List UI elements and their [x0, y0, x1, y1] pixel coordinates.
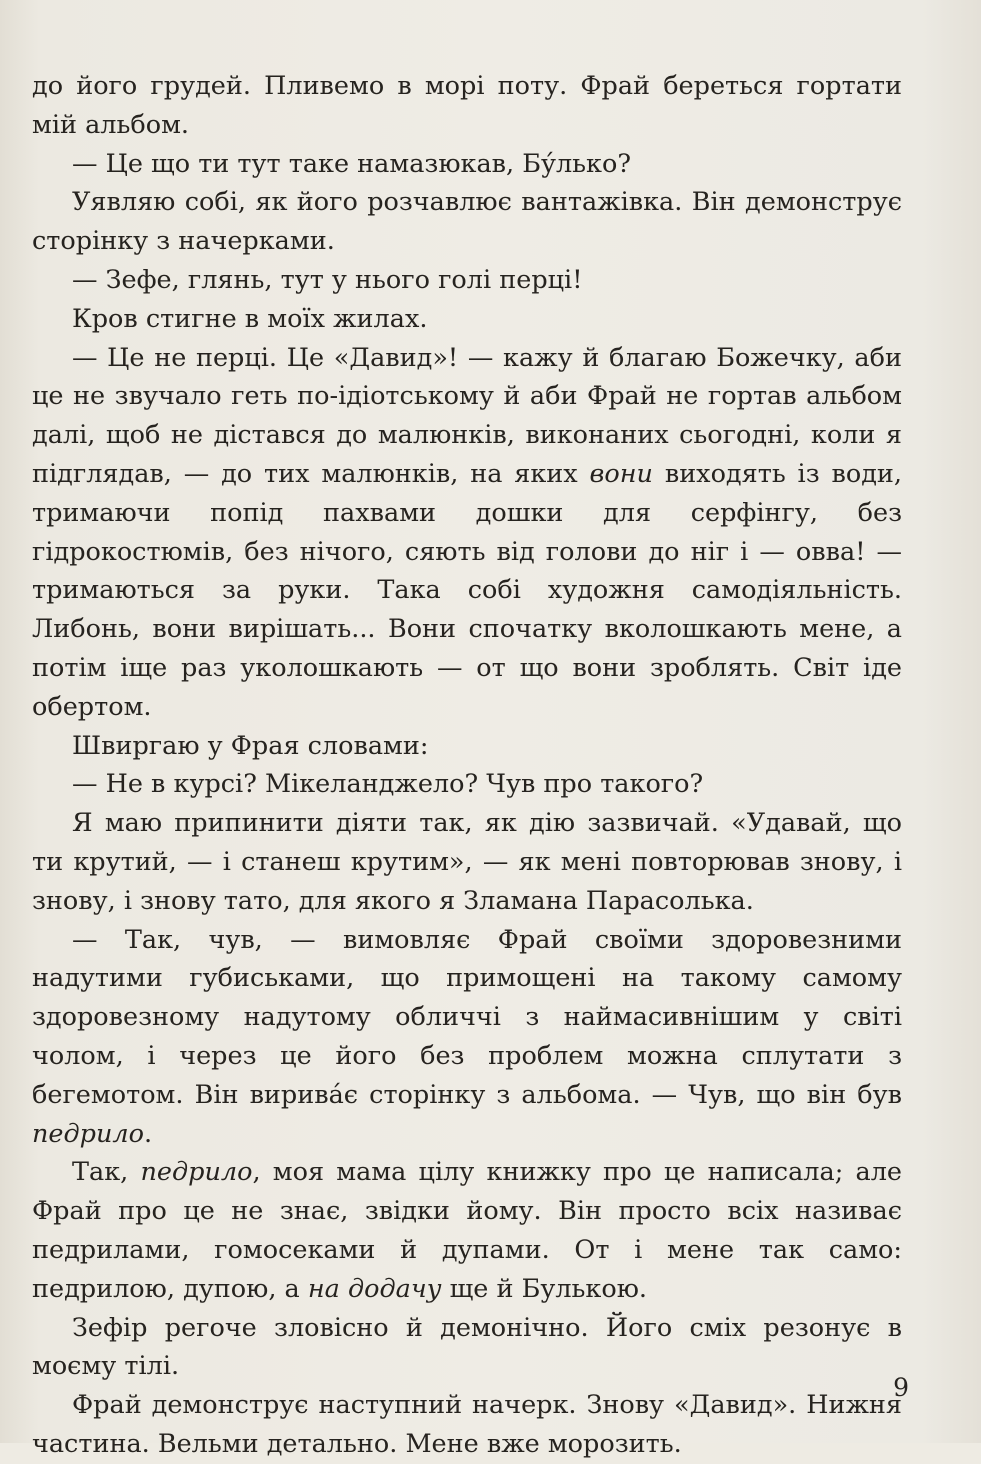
italic-emphasis: вони — [589, 458, 653, 489]
paragraph: — Так, чув, — вимовляє Фрай своїми здоровезними надутими губиськами, що примощені на такому самому здоровезному надутому обличчі з наймасивнішим у світі чолом, і через це його без проблем можна сплутати з бегемотом. Він виривáє сторінку з альбома. — Чув, що він був педрило. — [32, 924, 902, 1149]
paragraph: Так, педрило, моя мама цілу книжку про це написала; але Фрай про це не знає, звідки йому. Він просто всіх називає педрилами, гомосеками й дупами. От і мене так само: педрилою, дупою, а на додачу ще й Булькою. — [32, 1157, 902, 1304]
paragraph: Уявляю собі, як його розчавлює вантажівка. Він демонструє сторінку з начерками. — [32, 187, 902, 257]
italic-emphasis: на додачу — [307, 1273, 442, 1304]
paragraph: — Зефе, глянь, тут у нього голі перці! — [72, 264, 583, 295]
paragraph: Я маю припинити діяти так, як дію зазвичай. «Удавай, що ти крутий, — і станеш крутим», — як мені повторював знову, і знову, і знову тато, для якого я Зламана Парасолька. — [32, 808, 902, 916]
paragraph: Швиргаю у Фрая словами: — [72, 730, 429, 761]
paragraph: Фрай демонструє наступний начерк. Знову «Давид». Нижня частина. Вельми детально. Мене вже морозить. — [32, 1390, 902, 1459]
italic-emphasis: педрило — [32, 1118, 145, 1149]
paragraph: — Це не перці. Це «Давид»! — кажу й благаю Божечку, аби це не звучало геть по-ідіотському й аби Фрай не гортав альбом далі, щоб не дістався до малюнків, виконаних сьогодні, коли я підглядав, — до тих малюнків, на яких вони виходять із води, тримаючи попід пахвами дошки для серфінгу, без гідрокостюмів, без нічого, сяють від голови до ніг і — овва! — тримаються за руки. Така собі художня самодіяльність. Либонь, вони вирішать... Вони спочатку вколошкають мене, а потім іще раз уколошкають — от що вони зроблять. Світ іде обертом. — [32, 342, 902, 722]
paragraph: Зефір регоче зловісно й демонічно. Його сміх резонує в моєму тілі. — [32, 1312, 902, 1382]
paragraph: Кров стигне в моїх жилах. — [72, 303, 428, 334]
paragraph: — Не в курсі? Мікеланджело? Чув про такого? — [72, 769, 704, 800]
paragraph: до його грудей. Пливемо в морі поту. Фрай береться гортати мій альбом. — [32, 71, 902, 140]
italic-emphasis: педрило — [140, 1157, 253, 1188]
page-number: 9 — [893, 1373, 909, 1402]
body-text — [32, 67, 902, 1464]
paragraph: — Це що ти тут таке намазюкав, Бу́лько? — [72, 148, 632, 179]
